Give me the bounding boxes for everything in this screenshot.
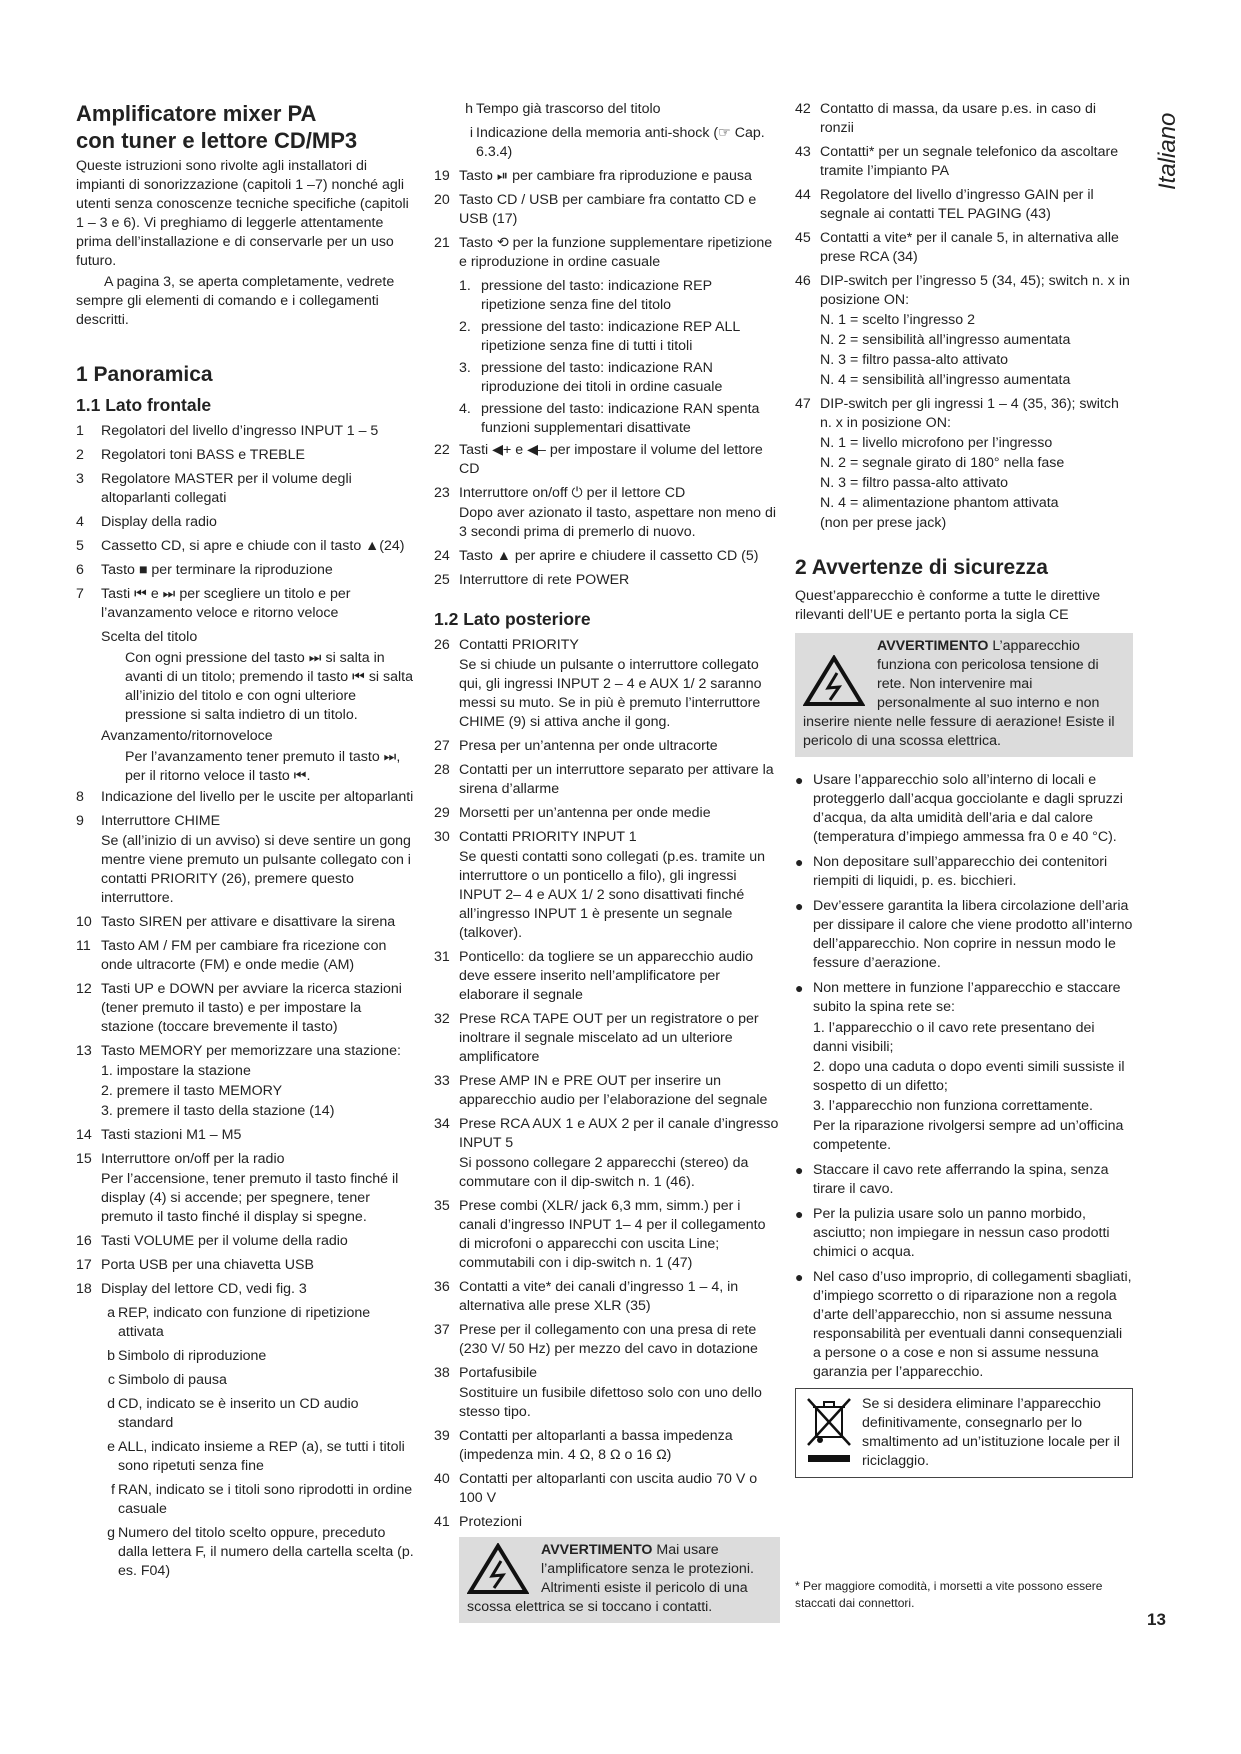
rear-item xyxy=(434,828,780,847)
rear-list-5 xyxy=(434,1427,780,1532)
item-text: Simbolo di pausa xyxy=(118,1372,227,1388)
item-number: 3 xyxy=(76,471,84,487)
display-item xyxy=(101,1438,416,1476)
front-item xyxy=(76,1256,416,1275)
item-letter: h xyxy=(465,101,473,117)
item-text: Interruttore CHIME xyxy=(101,813,221,829)
front-item xyxy=(434,234,780,272)
step-line: 2. dopo una caduta o dopo eventi simili sussiste il sospetto di un difetto; xyxy=(813,1059,1125,1094)
item-text: Tasto ⟲ per la funzione supplementare ripetizione e riproduzione in ordine casuale xyxy=(459,235,773,270)
item-text: Contatti PRIORITY INPUT 1 xyxy=(459,829,637,845)
warning-text: L’apparecchio funziona con pericolosa tensione di rete. Non intervenire mai personalmente al suo interno e non inserire niente nelle fessure di aerazione! Esiste il pericolo di una scossa elettrica. xyxy=(803,638,1115,749)
front-item xyxy=(434,191,780,229)
ce-paragraph: Quest’apparecchio è conforme a tutte le direttive rilevanti dell’UE e pertanto porta la sigla CE xyxy=(795,588,1101,623)
front-item xyxy=(76,513,416,532)
item-number: 12 xyxy=(76,981,92,997)
item-number: 40 xyxy=(434,1471,450,1487)
step-item xyxy=(459,277,780,315)
item-text: Contatti* per un segnale telefonico da ascoltare tramite l’impianto PA xyxy=(820,144,1119,179)
front-item xyxy=(76,1150,416,1169)
item-text: Tasto ■ per terminare la riproduzione xyxy=(101,562,333,578)
item9-text: Se (all’inizio di un avviso) si deve sentire un gong mentre viene premuto un pulsante collegato con i contatti PRIORITY (26), premere questo interruttore. xyxy=(101,833,411,906)
item-text: Display del lettore CD, vedi fig. 3 xyxy=(101,1281,307,1297)
display-item xyxy=(459,100,780,119)
item-text: Ponticello: da togliere se un apparecchio audio deve essere inserito nell’amplificatore per elaborare il segnale xyxy=(459,949,754,1003)
item-text: Interruttore on/off per la radio xyxy=(101,1151,285,1167)
item-number: 39 xyxy=(434,1428,450,1444)
item-text: REP, indicato con funzione di ripetizione attivata xyxy=(118,1305,371,1340)
item-number: 20 xyxy=(434,192,450,208)
front-list-3 xyxy=(76,913,416,1061)
rear-item xyxy=(434,1278,780,1316)
item-number: 34 xyxy=(434,1116,450,1132)
item15-text: Per l’accensione, tener premuto il tasto finché il display (4) si accende; per spegnere, tener premuto il tasto finché il display si spegne. xyxy=(101,1171,399,1225)
item-text: Tasto SIREN per attivare e disattivare la sirena xyxy=(101,914,396,930)
item47-switches xyxy=(820,434,1133,533)
item-text: Tasti ⏮ e ⏭ per scegliere un titolo e per l’avanzamento veloce e ritorno veloce xyxy=(101,586,351,621)
step-item xyxy=(459,318,780,356)
item-text: ALL, indicato insieme a REP (a), se tutti i titoli sono ripetuti senza fine xyxy=(118,1439,405,1474)
item-number: 6 xyxy=(76,562,84,578)
display-item xyxy=(101,1371,416,1390)
section-heading-1: 1 Panoramica xyxy=(76,363,213,386)
item-text: Prese per il collegamento con una presa di rete (230 V/ 50 Hz) per mezzo del cavo in dotazione xyxy=(459,1322,758,1357)
item46-switches xyxy=(820,311,1133,390)
front-list-8 xyxy=(434,547,780,590)
step-item xyxy=(459,400,780,438)
item-text: Porta USB per una chiavetta USB xyxy=(101,1257,314,1273)
item-text: Presa per un’antenna per onde ultracorte xyxy=(459,738,718,754)
switch-line: N. 4 = alimentazione phantom attivata xyxy=(820,495,1059,511)
item-text: Tasti ◀+ e ◀– per impostare il volume del lettore CD xyxy=(459,442,763,477)
item-number: 10 xyxy=(76,914,92,930)
item-number: 8 xyxy=(76,789,84,805)
front-item xyxy=(76,446,416,465)
item-number: 45 xyxy=(795,230,811,246)
bullet-icon: ● xyxy=(795,772,804,788)
item-number: 46 xyxy=(795,273,811,289)
front-item xyxy=(76,561,416,580)
item-text: Indicazione della memoria anti-shock (☞ Cap. 6.3.4) xyxy=(476,125,765,160)
item-number: 32 xyxy=(434,1011,450,1027)
safety-bullet xyxy=(795,1205,1133,1262)
item-text: Tasti UP e DOWN per avviare la ricerca stazioni (tener premuto il tasto) e per impostare la stazione (toccare brevemente il tasto) xyxy=(101,981,402,1035)
item-number: 16 xyxy=(76,1233,92,1249)
warning-triangle-icon xyxy=(803,655,865,707)
bullet-icon: ● xyxy=(795,1269,804,1285)
safety-bullet-4-steps xyxy=(813,1019,1133,1116)
front-list-4 xyxy=(76,1126,416,1169)
bullet-icon: ● xyxy=(795,1162,804,1178)
safety-bullet xyxy=(795,1161,1133,1199)
rear-item xyxy=(434,737,780,756)
column-right xyxy=(795,100,1133,1478)
step-item xyxy=(459,359,780,397)
front-item xyxy=(434,484,780,503)
item-text: Tasto ⏯ per cambiare fra riproduzione e pausa xyxy=(459,168,752,184)
rear-item xyxy=(434,761,780,799)
item-text: Contatti a vite* per il canale 5, in alternativa alle prese RCA (34) xyxy=(820,230,1119,265)
switch-line: N. 1 = livello microfono per l’ingresso xyxy=(820,435,1053,451)
item-number: 31 xyxy=(434,949,450,965)
item-text: Portafusibile xyxy=(459,1365,538,1381)
item-number: 36 xyxy=(434,1279,450,1295)
wheelie-bin-crossed-icon xyxy=(804,1395,856,1467)
item-number: 3. xyxy=(459,360,471,376)
item-text: RAN, indicato se i titoli sono riprodotti in ordine casuale xyxy=(118,1482,413,1517)
display-item xyxy=(101,1524,416,1581)
bullet-icon: ● xyxy=(795,854,804,870)
front-item xyxy=(434,441,780,479)
rear-item xyxy=(434,1427,780,1465)
rear-list-3 xyxy=(434,948,780,1153)
column-left xyxy=(76,100,416,1586)
safety-bullet-4-end: Per la riparazione rivolgersi sempre ad un’officina competente. xyxy=(813,1118,1124,1153)
item-text: Prese RCA TAPE OUT per un registratore o per inoltrare il segnale miscelato ad un ulteriore amplificatore xyxy=(459,1011,759,1065)
item-number: 1 xyxy=(76,423,84,439)
front-item xyxy=(76,788,416,807)
item-number: 25 xyxy=(434,572,450,588)
item-text: Tasti stazioni M1 – M5 xyxy=(101,1127,242,1143)
safety-bullet xyxy=(795,853,1133,891)
rear-list-4 xyxy=(434,1197,780,1383)
front-item xyxy=(76,1280,416,1299)
item-letter: d xyxy=(107,1396,115,1412)
item-number: 21 xyxy=(434,235,450,251)
item-number: 29 xyxy=(434,805,450,821)
item-text: Contatti PRIORITY xyxy=(459,637,579,653)
rear-item xyxy=(434,1197,780,1273)
item-number: 27 xyxy=(434,738,450,754)
item-text: pressione del tasto: indicazione RAN spenta funzioni supplementari disattivate xyxy=(481,401,760,436)
bullet-text: Non depositare sull’apparecchio dei contenitori riempiti di liquidi, p. es. bicchieri. xyxy=(813,854,1108,889)
front-item xyxy=(76,422,416,441)
display-item xyxy=(459,124,780,162)
front-list-5 xyxy=(76,1232,416,1299)
item21-steps xyxy=(459,277,780,438)
safety-bullets xyxy=(795,771,1133,1017)
display-item xyxy=(101,1481,416,1519)
item-text: Regolatore MASTER per il volume degli altoparlanti collegati xyxy=(101,471,352,506)
item-number: 23 xyxy=(434,485,450,501)
rear-list-1 xyxy=(434,636,780,655)
bullet-text: Per la pulizia usare solo un panno morbido, asciutto; non impiegare in nessun caso prodotti chimici o acqua. xyxy=(813,1206,1110,1260)
item-text: pressione del tasto: indicazione REP ALL ripetizione senza fine di tutti i titoli xyxy=(481,319,740,354)
item-number: 14 xyxy=(76,1127,92,1143)
item38-text: Sostituire un fusibile difettoso solo con uno dello stesso tipo. xyxy=(459,1385,762,1420)
item-text: Protezioni xyxy=(459,1514,523,1530)
language-tab xyxy=(1150,98,1180,198)
disposal-box xyxy=(795,1388,1133,1478)
item-text: Contatto di massa, da usare p.es. in caso di ronzii xyxy=(820,101,1097,136)
item-number: 5 xyxy=(76,538,84,554)
item-number: 17 xyxy=(76,1257,92,1273)
item-number: 43 xyxy=(795,144,811,160)
rear-item xyxy=(434,948,780,1005)
item-text: Cassetto CD, si apre e chiude con il tasto ▲(24) xyxy=(101,538,405,554)
rear-item xyxy=(434,1513,780,1532)
item-number: 1. xyxy=(459,278,471,294)
rear-item xyxy=(795,186,1133,224)
switch-line: (non per prese jack) xyxy=(820,515,947,531)
rear-item xyxy=(434,1364,780,1383)
item-text: Morsetti per un’antenna per onde medie xyxy=(459,805,711,821)
item-text: Contatti per un interruttore separato per attivare la sirena d’allarme xyxy=(459,762,774,797)
front-list xyxy=(76,422,416,623)
rear-list-6 xyxy=(795,100,1133,310)
item30-text: Se questi contatti sono collegati (p.es. tramite un interruttore o un ponticello a filo), gli ingressi INPUT 2– 4 e AUX 1/ 2 sono disattivati finché all’ingresso INPUT 1 è presente un segnale (talkover). xyxy=(459,849,765,941)
rear-item xyxy=(434,804,780,823)
front-item xyxy=(76,1232,416,1251)
front-item xyxy=(434,547,780,566)
item-number: 7 xyxy=(76,586,84,602)
item-letter: i xyxy=(469,125,473,141)
rear-item xyxy=(434,1115,780,1153)
bullet-icon: ● xyxy=(795,1206,804,1222)
item-text: Interruttore di rete POWER xyxy=(459,572,630,588)
item7-subhead-a: Scelta del titolo xyxy=(101,629,198,645)
safety-bullet xyxy=(795,979,1133,1017)
item-text: Tasto CD / USB per cambiare fra contatto CD e USB (17) xyxy=(459,192,757,227)
switch-line: N. 2 = sensibilità all’ingresso aumentata xyxy=(820,332,1071,348)
step-line: 3. premere il tasto della stazione (14) xyxy=(101,1103,335,1119)
step-line: 1. l’apparecchio o il cavo rete presentano dei danni visibili; xyxy=(813,1020,1095,1055)
intro-paragraph-2: A pagina 3, se aperta completamente, vedrete sempre gli elementi di comando e i collegamenti descritti. xyxy=(76,274,395,328)
item-text: Prese combi (XLR/ jack 6,3 mm, simm.) per i canali d’ingresso INPUT 1– 4 per il collegamento di microfoni o apparecchi con uscita Line; commutabili con i dip-switch n. 1 (47) xyxy=(459,1198,766,1271)
warning-label: AVVERTIMENTO xyxy=(541,1542,653,1558)
item-letter: b xyxy=(107,1348,115,1364)
cd-display-list xyxy=(101,1304,416,1581)
bullet-text: Non mettere in funzione l’apparecchio e staccare subito la spina rete se: xyxy=(813,980,1121,1015)
warning-label: AVVERTIMENTO xyxy=(877,638,989,654)
rear-item xyxy=(434,1321,780,1359)
item-number: 9 xyxy=(76,813,84,829)
bullet-text: Nel caso d’uso improprio, di collegamenti sbagliati, d’impiego scorretto o di riparazione non a regola d’arte dell’apparecchio, non si assume nessuna responsabilità per eventuali danni consequenziali a persone o a cose e non si assume nessuna garanzia per l’apparecchio. xyxy=(813,1269,1132,1380)
item7-subhead-c: Avanzamento/ritornoveloce xyxy=(101,728,273,744)
item-number: 4. xyxy=(459,401,471,417)
item-number: 37 xyxy=(434,1322,450,1338)
item-number: 42 xyxy=(795,101,811,117)
warning-text: Mai usare l’amplificatore senza le protezioni. Altrimenti esiste il pericolo di una scossa elettrica se si toccano i contatti. xyxy=(467,1542,754,1615)
front-item xyxy=(76,585,416,623)
front-item xyxy=(434,167,780,186)
title-line1: Amplificatore mixer PA xyxy=(76,101,317,126)
item34-text: Si possono collegare 2 apparecchi (stereo) da commutare con il dip-switch n. 1 (46). xyxy=(459,1155,749,1190)
warning-box-protection xyxy=(459,1537,780,1623)
item23-text: Dopo aver azionato il tasto, aspettare non meno di 3 secondi prima di premerlo di nuovo. xyxy=(459,505,777,540)
safety-bullet xyxy=(795,897,1133,973)
item-text: Contatti a vite* dei canali d’ingresso 1 – 4, in alternativa alle prese XLR (35) xyxy=(459,1279,739,1314)
front-item xyxy=(76,913,416,932)
subsection-heading-1-2: 1.2 Lato posteriore xyxy=(434,609,591,629)
display-item xyxy=(101,1304,416,1342)
item-text: pressione del tasto: indicazione RAN riproduzione dei titoli in ordine casuale xyxy=(481,360,723,395)
item-number: 35 xyxy=(434,1198,450,1214)
front-item xyxy=(76,980,416,1037)
rear-item xyxy=(434,1072,780,1110)
item-number: 19 xyxy=(434,168,450,184)
front-list-6 xyxy=(434,167,780,272)
page-number: 13 xyxy=(1147,1610,1166,1629)
item-number: 22 xyxy=(434,442,450,458)
item-text: Simbolo di riproduzione xyxy=(118,1348,267,1364)
item-text: Prese RCA AUX 1 e AUX 2 per il canale d’ingresso INPUT 5 xyxy=(459,1116,779,1151)
subsection-heading-1-1: 1.1 Lato frontale xyxy=(76,395,212,415)
switch-line: N. 3 = filtro passa-alto attivato xyxy=(820,352,1009,368)
item-text: Regolatori del livello d’ingresso INPUT 1 – 5 xyxy=(101,423,379,439)
front-list-2 xyxy=(76,788,416,831)
item-number: 47 xyxy=(795,396,811,412)
rear-list-2 xyxy=(434,737,780,847)
item-text: Tempo già trascorso del titolo xyxy=(476,101,661,117)
section-heading-2: 2 Avvertenze di sicurezza xyxy=(795,556,1048,579)
item7-text-d: Per l’avanzamento tener premuto il tasto ⏭, per il ritorno veloce il tasto ⏮. xyxy=(125,749,401,784)
item-number: 26 xyxy=(434,637,450,653)
item-text: pressione del tasto: indicazione REP ripetizione senza fine del titolo xyxy=(481,278,712,313)
item13-steps xyxy=(101,1062,416,1121)
item-text: Tasto AM / FM per cambiare fra ricezione con onde ultracorte (FM) e onde medie (AM) xyxy=(101,938,387,973)
rear-item xyxy=(795,100,1133,138)
intro-paragraph: Queste istruzioni sono rivolte agli installatori di impianti di sonorizzazione (capitoli 1 –7) nonché agli utenti senza conoscenze tecniche specifiche (capitoli 1 – 3 e 6). Vi preghiamo di leggerle attentamente prima dell’installazione e di conservarle per un uso futuro. xyxy=(76,158,409,269)
item-number: 2 xyxy=(76,447,84,463)
item26-text: Se si chiude un pulsante o interruttore collegato qui, gli ingressi INPUT 2 – 4 e AUX 1/ 2 saranno messi su muto. Se in più è premuto l’interruttore CHIME (9) si attiva anche il gong. xyxy=(459,657,762,730)
front-item xyxy=(76,1126,416,1145)
disposal-text: Se si desidera eliminare l’apparecchio definitivamente, consegnarlo per lo smaltimento ad un’istituzione locale per il riciclaggio. xyxy=(862,1396,1120,1469)
item-text: Regolatori toni BASS e TREBLE xyxy=(101,447,305,463)
item-letter: c xyxy=(107,1372,115,1388)
item-text: Indicazione del livello per le uscite per altoparlanti xyxy=(101,789,414,805)
cd-display-list-2 xyxy=(459,100,780,162)
bullet-text: Usare l’apparecchio solo all’interno di locali e proteggerlo dall’acqua gocciolante e dagli spruzzi d’acqua, da alta umidità dell’aria e dal calore (temperatura d’impiego ammessa fra 0 e 40 °C). xyxy=(813,772,1123,845)
switch-line: N. 2 = segnale girato di 180° nella fase xyxy=(820,455,1065,471)
item-text: CD, indicato se è inserito un CD audio standard xyxy=(118,1396,359,1431)
display-item xyxy=(101,1347,416,1366)
switch-line: N. 4 = sensibilità all’ingresso aumentata xyxy=(820,372,1071,388)
item-text: Display della radio xyxy=(101,514,217,530)
switch-line: N. 1 = scelto l’ingresso 2 xyxy=(820,312,975,328)
item-number: 13 xyxy=(76,1043,92,1059)
rear-item xyxy=(795,272,1133,310)
item-letter: e xyxy=(107,1439,115,1455)
safety-bullets-2 xyxy=(795,1161,1133,1382)
item-number: 15 xyxy=(76,1151,92,1167)
item-number: 18 xyxy=(76,1281,92,1297)
front-item xyxy=(76,1042,416,1061)
front-list-7 xyxy=(434,441,780,503)
item-text: Tasti VOLUME per il volume della radio xyxy=(101,1233,348,1249)
bullet-text: Dev’essere garantita la libera circolazione dell’aria per dissipare il calore che viene prodotto all’interno dell’apparecchio. Non coprire in nessun modo le fessure d’aerazione. xyxy=(813,898,1133,971)
item-text: DIP-switch per l’ingresso 5 (34, 45); switch n. x in posizione ON: xyxy=(820,273,1130,308)
item-number: 24 xyxy=(434,548,450,564)
bullet-icon: ● xyxy=(795,898,804,914)
item-number: 11 xyxy=(76,938,91,954)
item-number: 2. xyxy=(459,319,471,335)
item-text: Prese AMP IN e PRE OUT per inserire un apparecchio audio per l’elaborazione del segnale xyxy=(459,1073,768,1108)
item-letter: g xyxy=(107,1525,115,1541)
item-text: DIP-switch per gli ingressi 1 – 4 (35, 36); switch n. x in posizione ON: xyxy=(820,396,1119,431)
step-line: 3. l’apparecchio non funziona correttamente. xyxy=(813,1098,1093,1114)
rear-item xyxy=(795,143,1133,181)
column-middle xyxy=(434,100,780,1623)
switch-line: N. 3 = filtro passa-alto attivato xyxy=(820,475,1009,491)
item-letter: f xyxy=(111,1482,115,1498)
safety-bullet xyxy=(795,771,1133,847)
item-number: 4 xyxy=(76,514,84,530)
step-line: 1. impostare la stazione xyxy=(101,1063,251,1079)
rear-item xyxy=(434,636,780,655)
footnote: * Per maggiore comodità, i morsetti a vite possono essere staccati dai connettori. xyxy=(795,1579,1103,1610)
item-text: Regolatore del livello d’ingresso GAIN per il segnale ai contatti TEL PAGING (43) xyxy=(820,187,1094,222)
warning-box-mains xyxy=(795,633,1133,757)
rear-item xyxy=(795,395,1133,433)
front-item xyxy=(76,470,416,508)
item-number: 41 xyxy=(434,1514,450,1530)
item7-text-b: Con ogni pressione del tasto ⏭ si salta in avanti di un titolo; premendo il tasto ⏮ si salta all’inizio del titolo e con ogni ulteriore pressione si salta indietro di un titolo. xyxy=(125,650,413,723)
item-number: 38 xyxy=(434,1365,450,1381)
item-letter: a xyxy=(107,1305,115,1321)
title-line2: con tuner e lettore CD/MP3 xyxy=(76,128,358,153)
rear-item xyxy=(434,1470,780,1508)
safety-bullet xyxy=(795,1268,1133,1382)
front-item xyxy=(76,937,416,975)
language-label: Italiano xyxy=(1154,112,1181,190)
item-text: Interruttore on/off ⏻ per il lettore CD xyxy=(459,485,686,501)
front-item xyxy=(434,571,780,590)
item-text: Numero del titolo scelto oppure, preceduto dalla lettera F, il numero della cartella scelta (p. es. F04) xyxy=(118,1525,414,1579)
warning-triangle-icon xyxy=(467,1543,529,1595)
item-text: Tasto MEMORY per memorizzare una stazione: xyxy=(101,1043,401,1059)
bullet-icon: ● xyxy=(795,980,804,996)
item-number: 30 xyxy=(434,829,450,845)
rear-item xyxy=(795,229,1133,267)
item-text: Tasto ▲ per aprire e chiudere il cassetto CD (5) xyxy=(459,548,759,564)
item-text: Contatti per altoparlanti con uscita audio 70 V o 100 V xyxy=(459,1471,758,1506)
step-line: 2. premere il tasto MEMORY xyxy=(101,1083,283,1099)
bullet-text: Staccare il cavo rete afferrando la spina, senza tirare il cavo. xyxy=(813,1162,1109,1197)
item-number: 33 xyxy=(434,1073,450,1089)
item-number: 44 xyxy=(795,187,811,203)
display-item xyxy=(101,1395,416,1433)
front-item xyxy=(76,537,416,556)
rear-item xyxy=(434,1010,780,1067)
front-item xyxy=(76,812,416,831)
rear-list-7 xyxy=(795,395,1133,433)
item-text: Contatti per altoparlanti a bassa impedenza (impedenza min. 4 Ω, 8 Ω o 16 Ω) xyxy=(459,1428,733,1463)
item-number: 28 xyxy=(434,762,450,778)
